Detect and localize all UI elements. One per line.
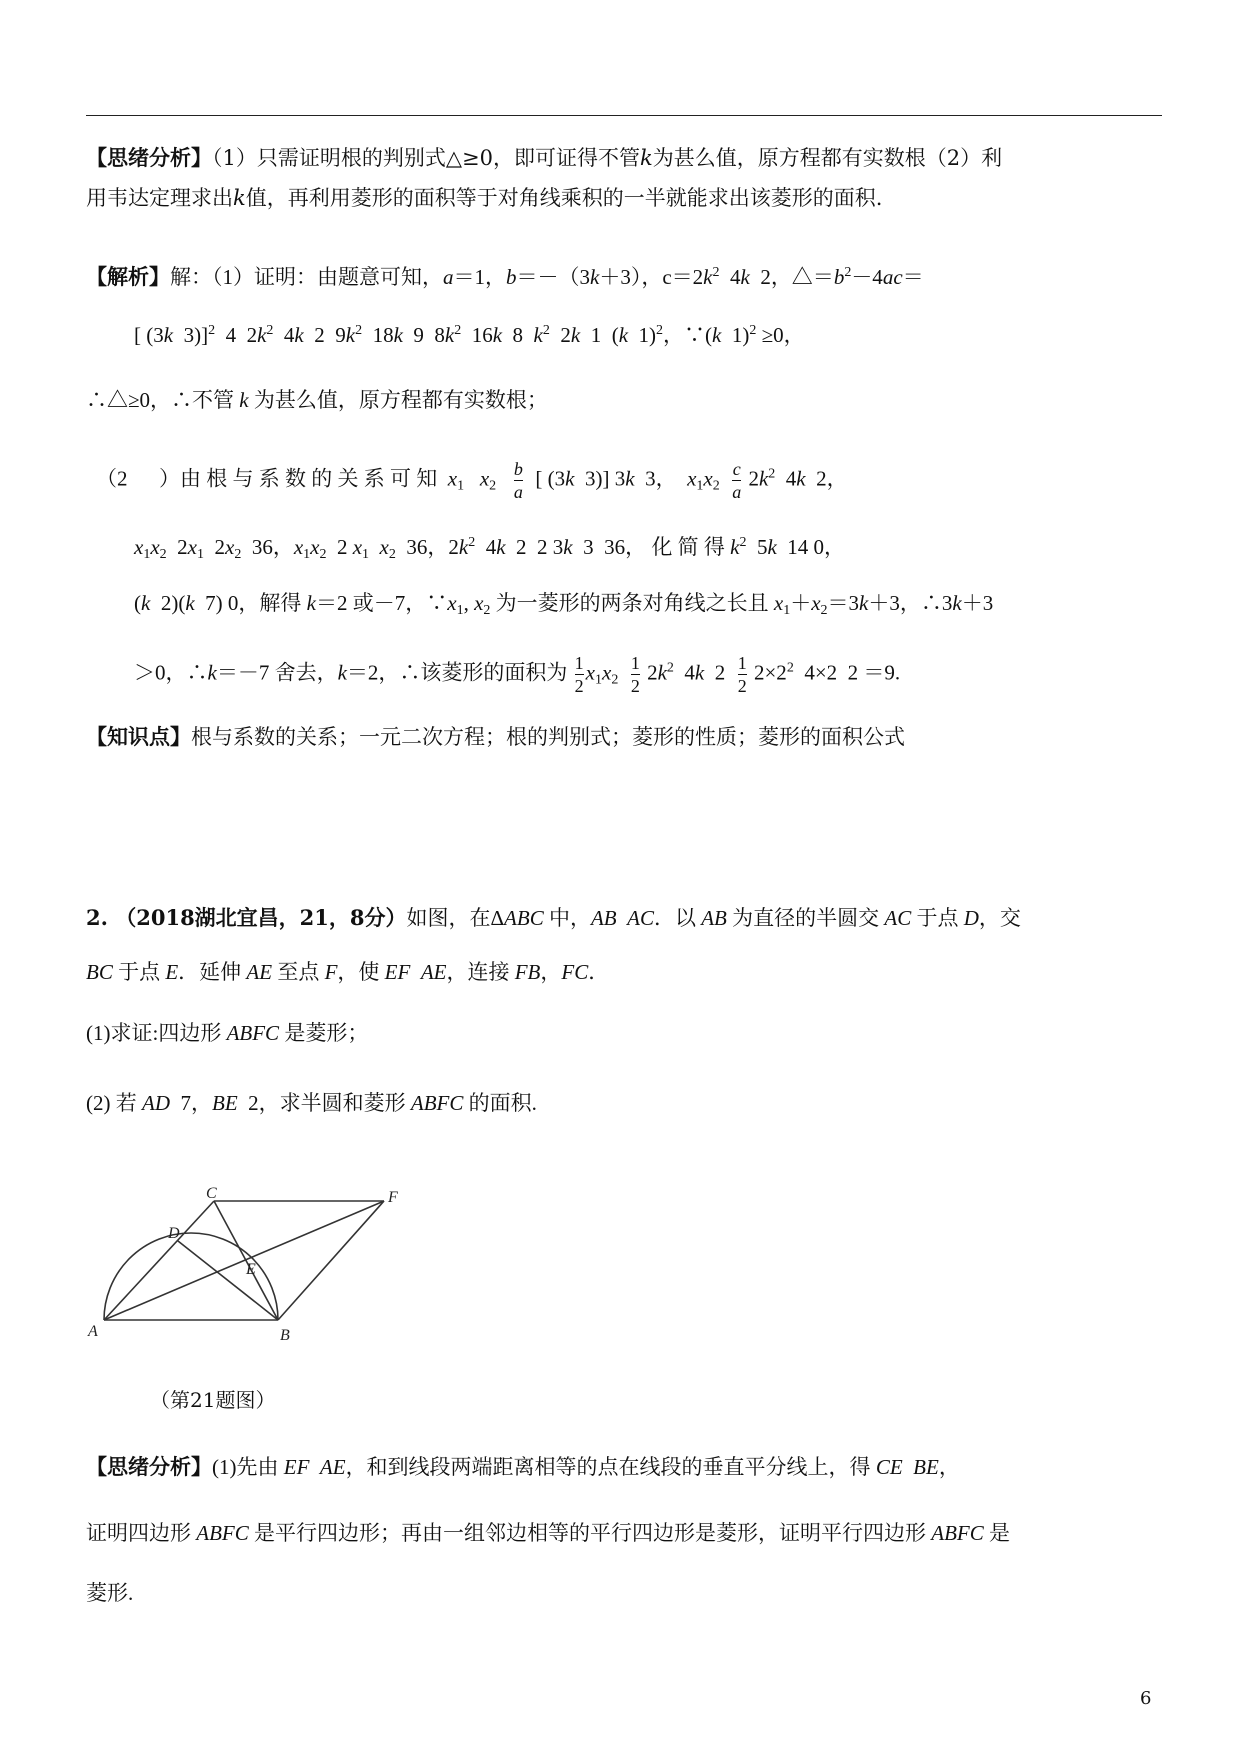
label-F: F bbox=[388, 1189, 398, 1206]
analysis-line-1: 【思绪分析】（1）只需证明根的判别式△≥0，即可证得不管k为甚么值，原方程都有实数根（2）利 bbox=[86, 145, 1003, 170]
solution-line-1: 【解析】解：（1）证明：由题意可知，a＝1，b＝－（3k＋3），$c=2k^2$ 4k 2，$\triangle=b^2-4ac=$ bbox=[86, 264, 924, 289]
figure-caption: （第21题图） bbox=[150, 1388, 276, 1412]
analysis-line-2: 用韦达定理求出k值，再利用菱形的面积等于对角线乘积的一半就能求出该菱形的面积. bbox=[86, 186, 883, 210]
problem-2-analysis-line-1: 【思绪分析】(1)先由 EF AE，和到线段两端距离相等的点在线段的垂直平分线上，得 CE BE， bbox=[86, 1454, 960, 1479]
segment-AC bbox=[104, 1201, 214, 1320]
label-E: E bbox=[246, 1261, 256, 1278]
label-A: A bbox=[88, 1323, 98, 1340]
solution-tag: 【解析】 bbox=[86, 264, 170, 289]
problem-2-part-1: (1)求证:四边形 ABFC 是菱形； bbox=[86, 1021, 369, 1045]
knowledge-tag: 【知识点】 bbox=[86, 724, 191, 749]
segment-AF bbox=[104, 1201, 384, 1320]
geometry-figure bbox=[86, 1186, 426, 1356]
solution-line-5: $x_1x_2$ $2x_1$ $2x_2$ 36，$x_1x_2$ 2 $x_1$ $x_2$ 36，$2k^2$ 4k 2 2 3k 3 36， 化 简 得 $k^2$ 5k 14 0， bbox=[134, 535, 846, 562]
page-number: 6 bbox=[1140, 1688, 1152, 1709]
knowledge-text: 根与系数的关系；一元二次方程；根的判别式；菱形的性质；菱形的面积公式 bbox=[191, 725, 905, 749]
segment-BF bbox=[278, 1201, 384, 1320]
problem-2-analysis-line-3: 菱形. bbox=[86, 1581, 134, 1605]
analysis-tag: 【思绪分析】 bbox=[86, 145, 212, 170]
problem-2-line-1: 2. （2018湖北宜昌，21，8分）如图，在ΔABC 中，AB AC．以 AB 为直径的半圆交 AC 于点 D，交 bbox=[86, 905, 1021, 930]
problem-2-title: 2. （2018湖北宜昌，21，8分） bbox=[86, 905, 407, 930]
problem-2-analysis-tag: 【思绪分析】 bbox=[86, 1454, 212, 1479]
label-B: B bbox=[280, 1327, 290, 1344]
solution-line-3: ∴△≥0，∴不管 k 为甚么值，原方程都有实数根； bbox=[86, 388, 548, 412]
label-C: C bbox=[206, 1186, 217, 1202]
header-rule bbox=[86, 115, 1162, 116]
solution-line-7: ＞0，∴k＝－7 舍去，k＝2，∴该菱形的面积为 $\frac{1}{2}$ $x_1x_2$ $\frac{1}{2}$ $2k^2$ 4k 2 $\frac{1}{2}$ $2\times 2^2$ 4×2 2 ＝9. bbox=[134, 653, 901, 696]
problem-2-line-2: BC 于点 E．延伸 AE 至点 F，使 EF AE，连接 FB，FC． bbox=[86, 960, 610, 984]
problem-2-part-2: (2) 若 AD 7，BE 2，求半圆和菱形 ABFC 的面积. bbox=[86, 1091, 537, 1115]
solution-line-6: (k 2)(k 7) 0，解得 k＝2 或－7，$\because x_1$, $x_2$ 为一菱形的两条对角线之长且 $x_1+x_2=3k+3$，∴3k＋3 bbox=[134, 591, 994, 618]
solution-line-4: （2 ）由 根 与 系 数 的 关 系 可 知 $x_1$ $x_2$ $\frac{b}{a}$ [ (3k 3)] 3k 3， $x_1x_2$ $\frac{c}{a}$ $2k^2$ 4k 2， bbox=[96, 459, 848, 502]
solution-line-2: [ (3k 3)]$^2$ 4 $2k^2$ 4k 2 $9k^2$ 18k 9 $8k^2$ 16k 8 $k^2$ 2k 1 (k 1)$^2$，∵(k 1)$^2$ ≥0， bbox=[134, 323, 805, 347]
problem-2-analysis-line-2: 证明四边形 ABFC 是平行四边形；再由一组邻边相等的平行四边形是菱形，证明平行四边形 ABFC 是 bbox=[86, 1521, 1010, 1545]
knowledge-line bbox=[86, 722, 1162, 752]
label-D: D bbox=[168, 1225, 180, 1242]
